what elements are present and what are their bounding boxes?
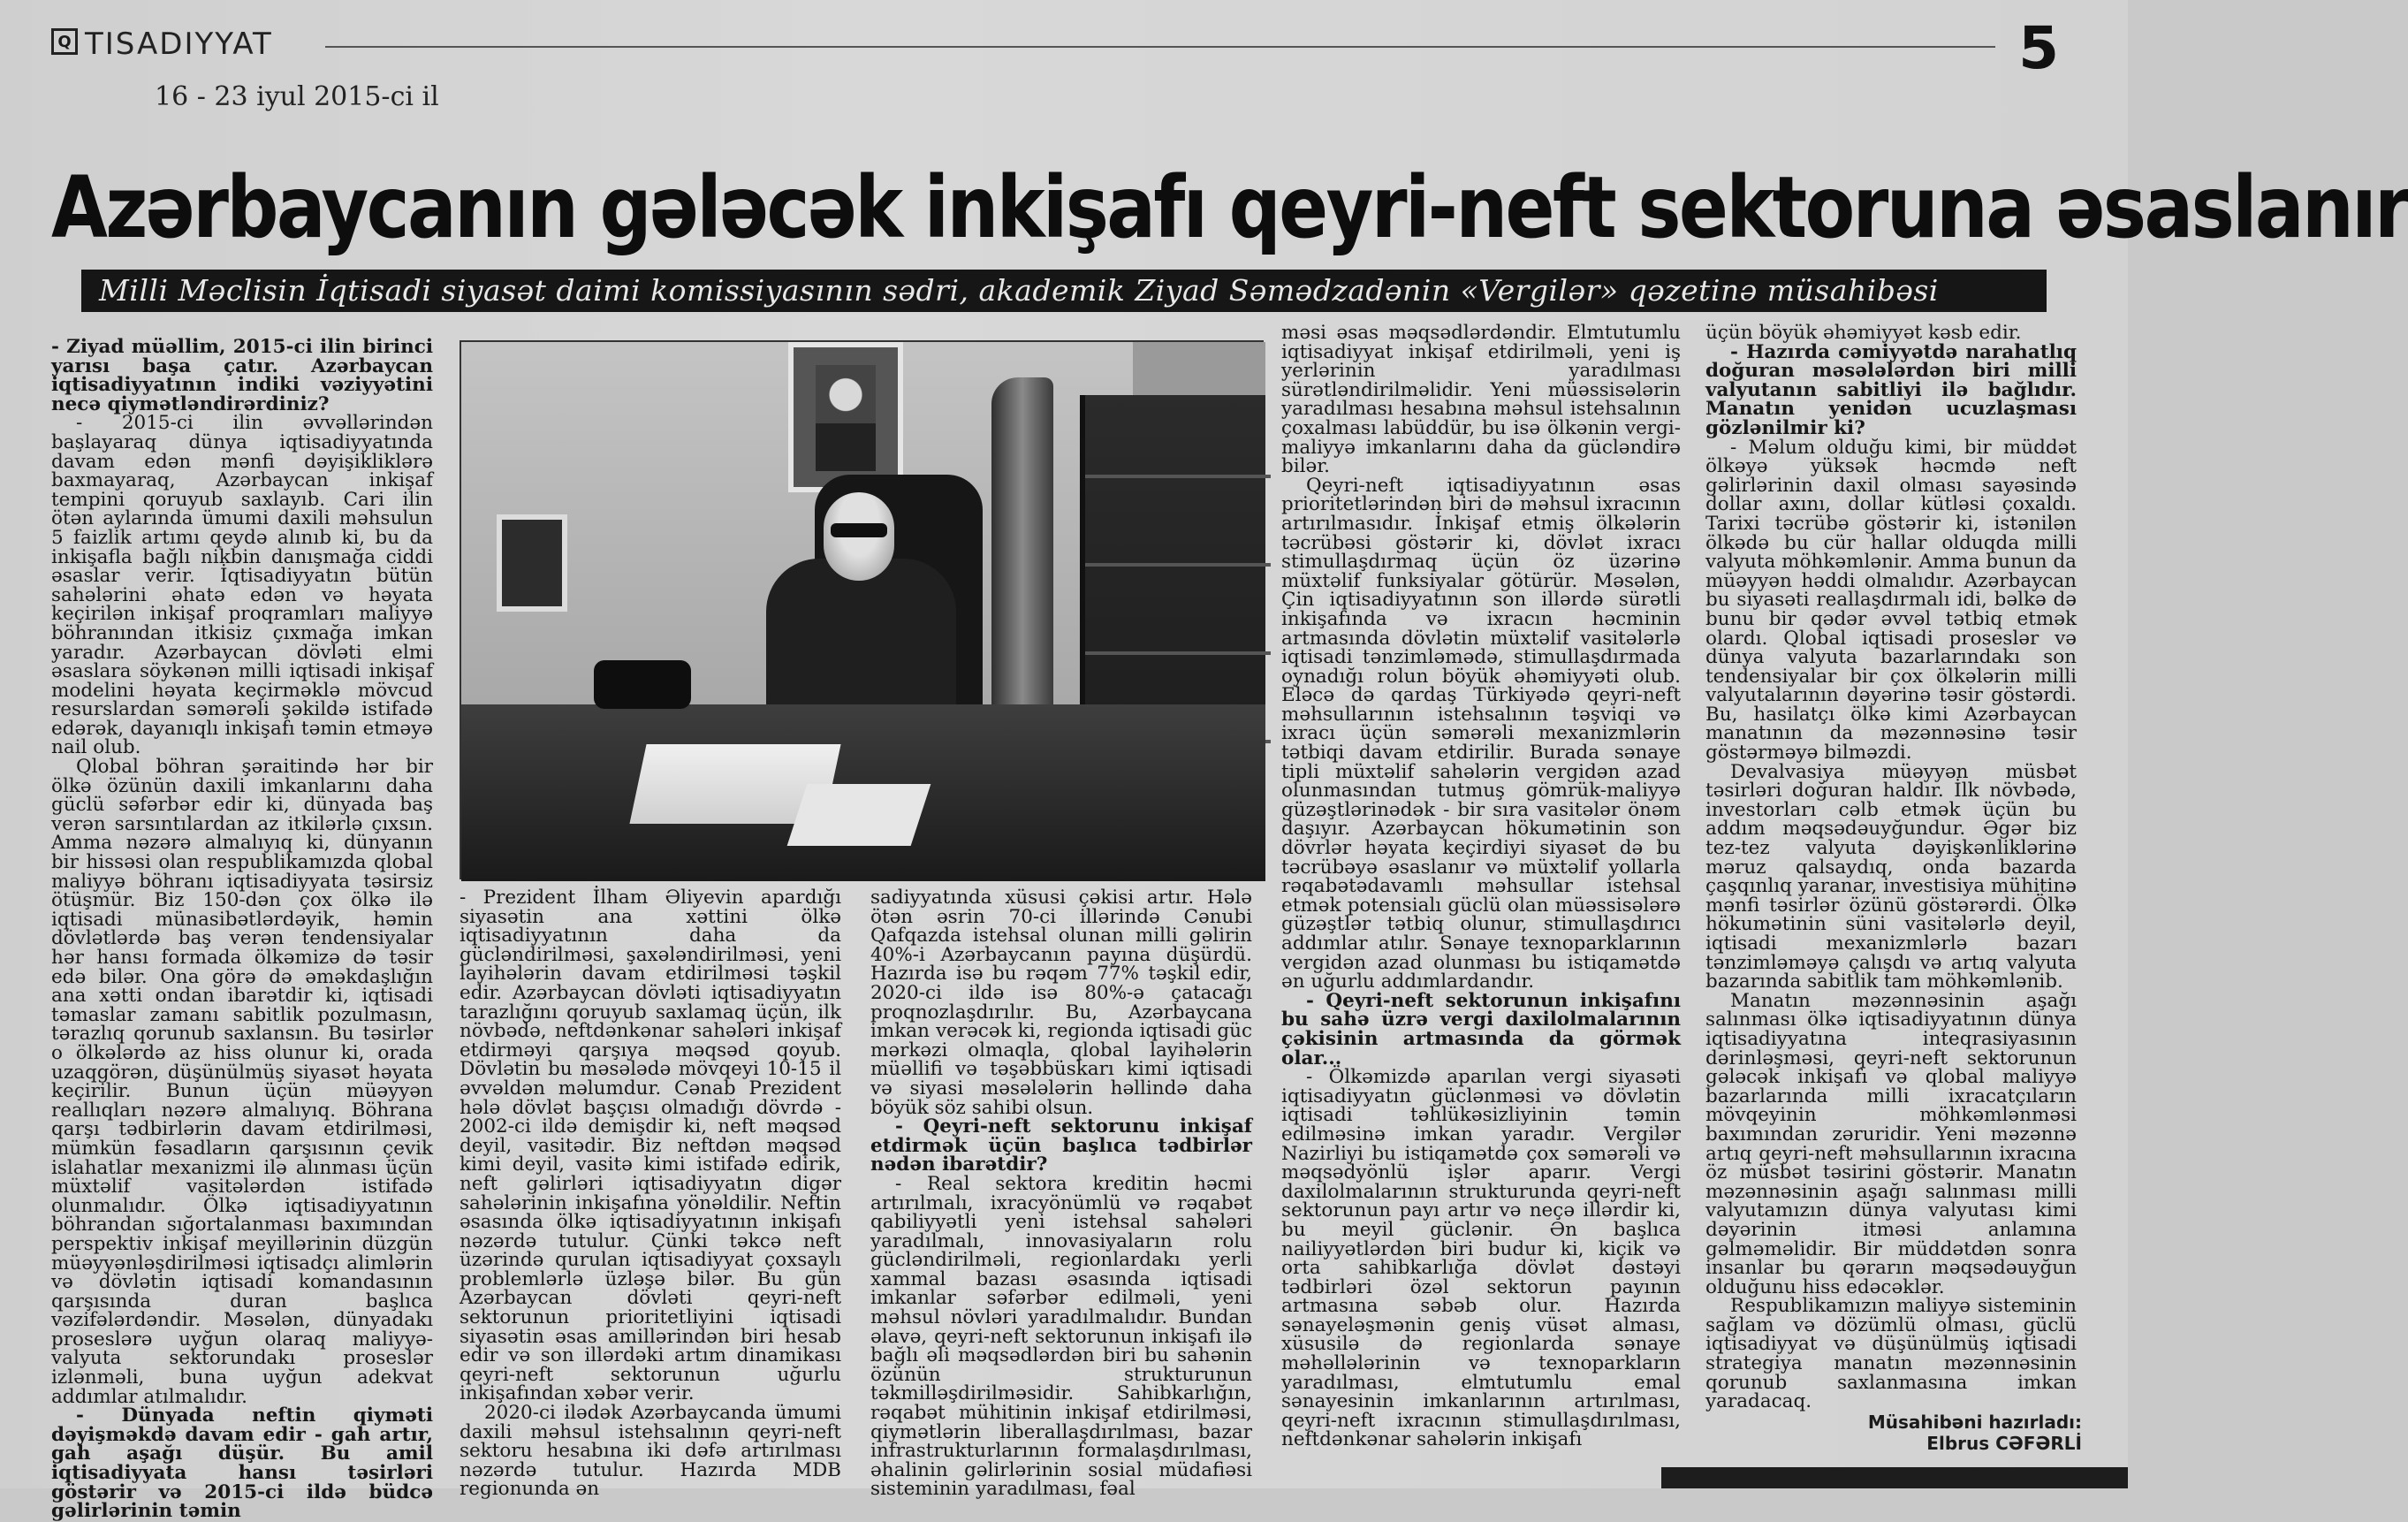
masthead-rule [325, 46, 1995, 48]
photo-glasses [831, 523, 887, 537]
paragraph: Manatın məzənnəsinin aşağı salınması ölkə iqtisadiyyatının dünya iqtisadiyyatına inteqrasiyasının dərinləşməsi, qeyri-neft sektorunun gələcək inkişafı və qlobal maliyyə bazarlarında milli ixracatçıların mövqeyinin möhkəmlənməsi baxımından zəruridir. Yeni məzənnə artıq qeyri-neft məhsullarının ixracına öz müsbət təsirini göstərir. Manatın məzənnəsinin aşağı salınması milli valyutamızın dünya valyutası kimi dəyərinin itməsi anlamına gəlməməlidir. Bir müddətdən sonra insanlar bu qərarın məqsədəuyğun olduğunu hiss edəcəklər. [1705, 989, 2077, 1298]
paragraph: - Ölkəmizdə aparılan vergi siyasəti iqtisadiyyatın güclənməsi və dövlətin iqtisadi təhlükəsizliyinin təmin edilməsinə imkan yaradır. Vergilər Nazirliyi bu istiqamətdə çox səmərəli və məqsədyönlü işlər aparır. Vergi daxilolmalarının strukturunda qeyri-neft sektorunun payı artır və neçə illərdir ki, bu meyil güclənir. Ən başlıca nailiyyətlərdən biri budur ki, kiçik və orta sahibkarlığa dövlət dəstəyi tədbirləri özəl sektorun payının artmasına səbəb olur. Hazırda sənayeləşmənin geniş vüsət alması, xüsusilə də regionlarda sənaye məhəllələrinin və texnoparkların yaradılması, elmtutumlu emal sənayesinin imkanlarının artırılması, qeyri-neft ixracının stimullaşdırılması, neftdənkənar sahələrin inkişafı [1281, 1066, 1681, 1451]
paragraph: Qlobal böhran şəraitində hər bir ölkə özünün daxili imkanlarını daha güclü səfərbər edir ki, dünyada baş verən sarsıntılardan az itkilərlə çıxsın. Amma nəzərə almalıyıq ki, dünyanın bir hissəsi olan respublikamızda qlobal maliyyə böhranı iqtisadiyyata təsirsiz ötüşmür. Biz 150-dən çox ölkə ilə iqtisadi münasibətlərdəyik, həmin dövlətlərdə baş verən tendensiyalar hər hansı formada ölkəmizə də təsir edə bilər. Ona görə də əməkdaşlığın ana xətti ondan ibarətdir ki, iqtisadi təmaslar zamanı sabitlik pozulmasın, tərazlıq qorunub saxlansın. Bu təsirlər o ölkələrdə az hiss olunur ki, orada uzaqgörən, düşünülmüş siyasət həyata keçirilir. Bunun üçün müəyyən reallıqları nəzərə almalıyıq. Böhrana qarşı tədbirlərin davam etdirilməsi, mümkün fəsadların qarşısının çevik islahatlar mexanizmi ilə alınması üçün müxtəlif vasitələrdən istifadə olunmalıdır. Ölkə iqtisadiyyatının böhrandan sığortalanması baxımından perspektiv inkişaf meyillərinin düzgün müəyyənləşdirilməsi iqtisadçı alimlərin və dövlətin iqtisadi komandasının qarşısında duran başlıca vəzifələrdəndir. Məsələn, dünyadakı proseslərə uyğun olaraq maliyyə-valyuta sektorundakı proseslər izlənməli, buna uyğun adekvat addımlar atılmalıdır. [51, 756, 433, 1408]
subtitle-bar [81, 270, 2047, 312]
article-column-2 [460, 887, 841, 1501]
article-column-4 [1281, 323, 1681, 1488]
interview-question: - Qeyri-neft sektorunun inkişafını bu sahə üzrə vergi daxilolmalarının çəkisinin artmasında da görmək olar... [1281, 989, 1681, 1069]
article-subtitle: Milli Məclisin İqtisadi siyasət daimi komissiyasının sədri, akademik Ziyad Səmədzadənin «Vergilər» qəzetinə müsahibəsi [99, 273, 1939, 308]
article-column-1 [51, 336, 433, 1522]
paragraph: Qeyri-neft iqtisadiyyatının əsas prioritetlərindən biri də məhsul ixracının artırılmasıdır. İnkişaf etmiş ölkələrin təcrübəsi göstərir ki, dövlət ixracı stimullaşdırmaq üçün öz üzərinə müxtəlif funksiyalar götürür. Məsələn, Çin iqtisadiyyatının son illərdə sürətli inkişafında və ixracın həcminin artmasında dövlətin müxtəlif vasitələrlə iqtisadi tənzimləmədə, stimullaşdırmada oynadığı rolun böyük əhəmiyyəti olub. Eləcə də qardaş Türkiyədə qeyri-neft məhsullarının istehsalının təşviqi və ixracı üçün səmərəli mexanizmlərin tətbiqi davam etdirilir. Burada sənaye tipli müxtəlif sahələrin vergidən azad olunmasından tutmuş gömrük-maliyyə güzəştlərinədək - bir sıra vasitələr önəm daşıyır. Azərbaycan hökumətinin son dövrlər həyata keçirdiyi siyasət də bu təcrübəyə əsaslanır və müxtəlif yollarla rəqabətədavamlı məhsullar istehsal etmək potensialı güclü olan müəssisələrə güzəştlər tətbiq olunur, stimullaşdırıcı addımlar atılır. Sənaye texnoparklarının vergidən azad olunması bu istiqamətdə ən uğurlu addımlardandır. [1281, 474, 1681, 993]
interview-question: - Hazırda cəmiyyətdə narahatlıq doğuran məsələlərdən biri milli valyutanın sabitliyi ilə bağlıdır. Manatın yenidən ucuzlaşması gözlənilmir ki? [1705, 340, 2077, 439]
interview-photo [460, 340, 1264, 879]
masthead [51, 14, 2084, 82]
photo-window [1133, 342, 1265, 395]
article-headline: Azərbaycanın gələcək inkişafı qeyri-neft sektoruna əsaslanır [51, 158, 2408, 257]
article-column-3 [870, 887, 1252, 1501]
photo-wall-portrait [788, 342, 903, 492]
interview-question: - Qeyri-neft sektorunu inkişaf etdirmək üçün başlıca tədbirlər nədən ibarətdir? [870, 1115, 1252, 1176]
paragraph: məsi əsas məqsədlərdəndir. Elmtutumlu iqtisadiyyat inkişaf etdirilməli, yeni iş yerlərinin yaradılması sürətləndirilməlidir. Yeni müəssisələrin yaradılması hesabına məhsul istehsalının çoxalması labüddür, bu isə ölkənin vergi-maliyyə imkanlarını daha da gücləndirə bilər. [1281, 322, 1681, 478]
page-number: 5 [2018, 14, 2059, 82]
paragraph: - Məlum olduğu kimi, bir müddət ölkəyə yüksək həcmdə neft gəlirlərinin daxil olması sayəsində dollar axını, dollar kütləsi çoxaldı. Tarixi təcrübə göstərir ki, istənilən ölkədə bu cür hallar olduqda milli valyuta möhkəmlənir. Amma bunun da müəyyən həddi olmalıdır. Azərbaycan bu siyasəti reallaşdırmalı idi, bəlkə də bunu bir qədər əvvəl tətbiq etmək olardı. Qlobal iqtisadi proseslər və dünya valyuta bazarlarındakı son tendensiyalar bir çox ölkələrin milli valyutalarının dəyərinə təsir göstərdi. Bu, hasilatçı ölkə kimi Azərbaycan manatının da məzənnəsinə təsir göstərməyə bilməzdi. [1705, 436, 2077, 765]
photo-papers-2 [787, 784, 931, 846]
next-article-strip [1661, 1467, 2128, 1488]
signature-author: Elbrus CƏFƏRLİ [1926, 1433, 2082, 1454]
paragraph: sadiyyatında xüsusi çəkisi artır. Hələ ötən əsrin 70-ci illərində Cənubi Qafqazda istehsal olunan milli gəlirin 40%-i Azərbaycanın payına düşürdü. Hazırda isə bu rəqəm 77% təşkil edir, 2020-ci ildə isə 80%-ə çatacağı proqnozlaşdırılır. Bu, Azərbaycana imkan verəcək ki, regionda iqtisadi güc mərkəzi olmaqla, qlobal layihələrin müəllifi və təşəbbüskarı kimi iqtisadi və siyasi məsələlərin həllində daha böyük söz sahibi olsun. [870, 887, 1252, 1119]
article-column-5 [1705, 323, 2077, 1488]
photo-desk-frame [497, 514, 567, 612]
paragraph: Devalvasiya müəyyən müsbət təsirləri doğuran haldır. İlk növbədə, investorları cəlb etmək üçün bu addım məqsədəuyğundur. Əgər biz tez-tez valyuta dəyişkənliklərinə məruz qalsaydıq, onda bazarda çaşqınlıq yaranar, investisiya mühitinə mənfi təsirlər özünü göstərərdi. Ölkə hökumətinin süni vasitələrlə deyil, iqtisadi mexanizmlərlə bazarı tənzimləməyə çalışdı və artıq valyuta bazarında sabitlik tam möhkəmlənib. [1705, 760, 2077, 993]
paragraph: - 2015-ci ilin əvvəllərindən başlayaraq dünya iqtisadiyyatında davam edən mənfi dəyişikliklərə baxmayaraq, Azərbaycan inkişaf tempini qoruyub saxlayıb. Cari ilin ötən aylarında ümumi daxili məhsulun 5 faizlik artımı qeydə alınıb ki, bu da inkişafla bağlı nikbin danışmağa ciddi əsaslar verir. İqtisadiyyatın bütün sahələrini əhatə edən və həyata keçirilən inkişaf proqramları maliyyə böhranından itkisiz çıxmağa imkan yaradır. Azərbaycan dövləti elmi əsaslara söykənən milli iqtisadi inkişaf modelini həyata keçirməklə mövcud resurslardan səmərəli şəkildə istifadə edərək, dayanıqlı inkişafı təmin etməyə nail olub. [51, 412, 433, 759]
interview-question: - Dünyada neftin qiyməti dəyişməkdə davam edir - gah artır, gah aşağı düşür. Bu amil iqtisadiyyata hansı təsirləri göstərir və 2015-ci ildə büdcə gəlirlərinin təmin [51, 1404, 433, 1522]
signature-label: Müsahibəni hazırladı: [1867, 1412, 2082, 1433]
paragraph: - Real sektora kreditin həcmi artırılmalı, ixracyönümlü və rəqabət qabiliyyətli yeni istehsal sahələri yaradılmalı, innovasiyaların rolu gücləndirilməli, regionlardakı yerli xammal bazası əsasında iqtisadi imkanlar səfərbər edilməli, yeni məhsul növləri yaradılmalıdır. Bundan əlavə, qeyri-neft sektorunun inkişafı ilə bağlı əli məqsədlərdən biri bu sahənin özünün strukturunun təkmilləşdirilməsidir. Sahibkarlığın, rəqabət mühitinin inkişaf etdirilməsi, qiymətlərin liberallaşdırılması, bazar infrastrukturlarının formalaşdırılması, əhalinin gəlirlərinin sosial müdafiəsi sisteminin yaradılması, fəal [870, 1172, 1252, 1501]
logo-icon: Q [51, 28, 78, 55]
author-signature [1868, 1412, 2082, 1454]
interview-question: - Ziyad müəllim, 2015-ci ilin birinci yarısı başa çatır. Azərbaycan iqtisadiyyatının indiki vəziyyətini necə qiymətləndirərdiniz? [51, 336, 433, 415]
paragraph: Respublikamızın maliyyə sisteminin sağlam və dözümlü olması, güclü iqtisadiyyat və düşünülmüş iqtisadi strategiya manatın məzənnəsinin qorunub saxlanmasına imkan yaradacaq. [1705, 1295, 2077, 1413]
paragraph: - Prezident İlham Əliyevin apardığı siyasətin ana xəttini ölkə iqtisadiyyatının daha da gücləndirilməsi, şaxələndirilməsi, yeni layihələrin davam etdirilməsi təşkil edir. Azərbaycan dövləti iqtisadiyyatın tarazlığını qoruyub saxlamaq üçün, ilk növbədə, neftdənkənar sahələri inkişaf etdirməyi qarşıya məqsəd qoyub. Dövlətin bu məsələdə mövqeyi 10-15 il əvvəldən məlumdur. Cənab Prezident hələ dövlət başçısı olmadığı dövrdə - 2002-ci ildə demişdir ki, neft məqsəd deyil, vasitədir. Biz neftdən məqsəd kimi deyil, vasitə kimi istifadə edirik, neft gəlirləri iqtisadiyyatın digər sahələrinin inkişafına yönəldilir. Neftin əsasında ölkə iqtisadiyyatının inkişafı nəzərdə tutulur. Çünki təkcə neft üzərində qurulan iqtisadiyyat çoxsaylı problemlərlə üzləşə bilər. Bu gün Azərbaycan dövləti qeyri-neft sektorunun prioritetliyini iqtisadi siyasətin əsas amillərindən biri hesab edir və son illərdəki artım dinamikası qeyri-neft sektorunun uğurlu inkişafından xəbər verir. [460, 887, 841, 1405]
photo-telephone [594, 660, 691, 709]
issue-date: 16 - 23 iyul 2015-ci il [155, 81, 439, 112]
paragraph: üçün böyük əhəmiyyət kəsb edir. [1705, 322, 2022, 344]
paragraph: 2020-ci ilədək Azərbaycanda ümumi daxili məhsul istehsalının qeyri-neft sektoru hesabına iki dəfə artırılması nəzərdə tutulur. Hazırda MDB regionunda ən [460, 1402, 841, 1501]
newspaper-title: TISADIYYAT [85, 27, 273, 62]
